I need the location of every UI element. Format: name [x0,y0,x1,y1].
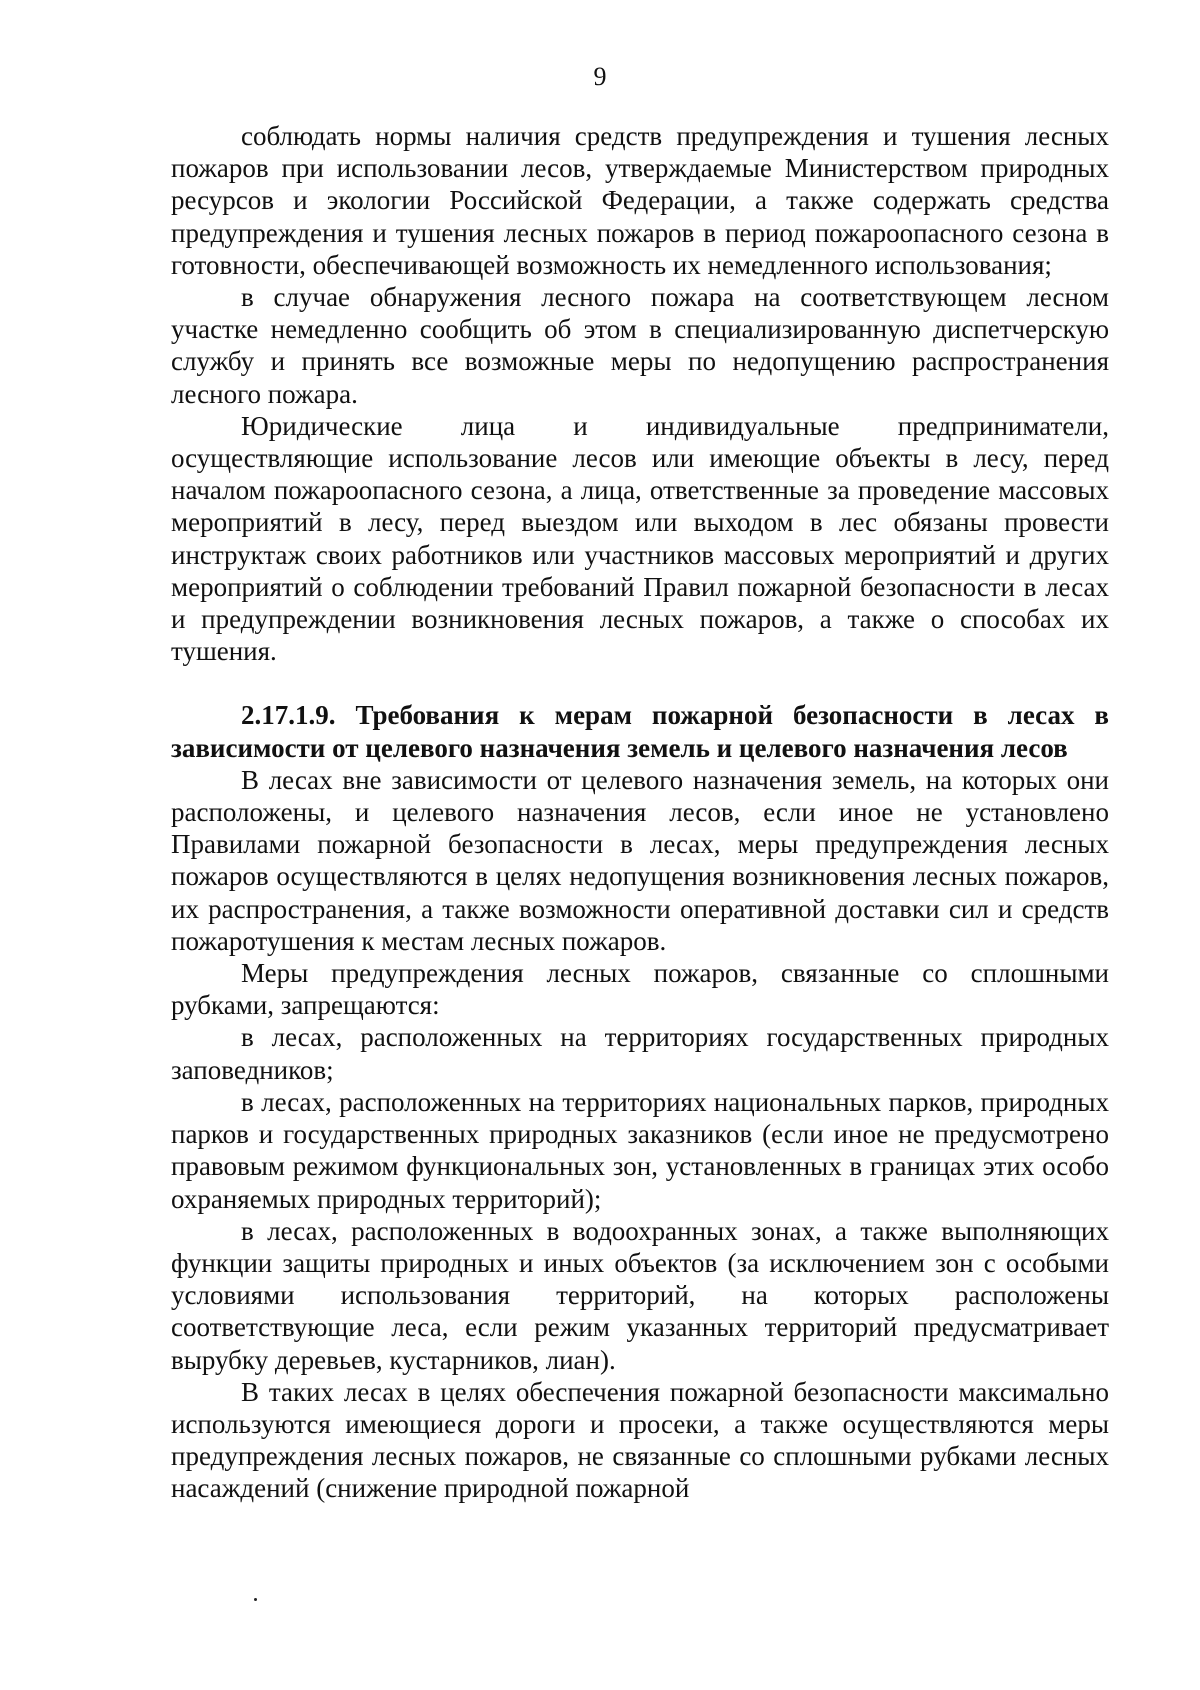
paragraph: В таких лесах в целях обеспечения пожарной безопасности максимально используются имеющиеся дороги и просеки, а также осуществляются меры предупреждения лесных пожаров, не связанные со сплошными рубками лесных насаждений (снижение природной пожарной [171,1376,1109,1504]
document-body [171,120,1109,1505]
paragraph: в лесах, расположенных на территориях государственных природных заповедников; [171,1022,1109,1085]
paragraph: Меры предупреждения лесных пожаров, связанные со сплошными рубками, запрещаются: [171,958,1109,1021]
paragraph: в случае обнаружения лесного пожара на соответствующем лесном участке немедленно сообщить об этом в специализированную диспетчерскую службу и принять все возможные меры по недопущению распространения лесного пожара. [171,282,1109,409]
paragraph: В лесах вне зависимости от целевого назначения земель, на которых они расположены, и целевого назначения лесов, если иное не установлено Правилами пожарной безопасности в лесах, меры предупреждения лесных пожаров осуществляются в целях недопущения возникновения лесных пожаров, их распространения, а также возможности оперативной доставки сил и средств пожаротушения к местам лесных пожаров. [171,764,1109,956]
paragraph: в лесах, расположенных на территориях национальных парков, природных парков и государственных природных заказников (если иное не предусмотрено правовым режимом функциональных зон, установленных в границах этих особо охраняемых природных территорий); [171,1086,1109,1214]
paragraph: соблюдать нормы наличия средств предупреждения и тушения лесных пожаров при использовании лесов, утверждаемые Министерством природных ресурсов и экологии Российской Федерации, а также содержать средства предупреждения и тушения лесных пожаров в период пожароопасного сезона в готовности, обеспечивающей возможность их немедленного использования; [171,121,1109,280]
section-heading: 2.17.1.9. Требования к мерам пожарной безопасности в лесах в зависимости от целевого назначения земель и целевого назначения лесов [171,700,1109,763]
page-number: 9 [593,62,607,91]
paragraph: в лесах, расположенных в водоохранных зонах, а также выполняющих функции защиты природных и иных объектов (за исключением зон с особыми условиями использования территорий, на которых расположены соответствующие леса, если режим указанных территорий предусматривает вырубку деревьев, кустарников, лиан). [171,1215,1109,1375]
paragraph: Юридические лица и индивидуальные предприниматели, осуществляющие использование лесов или имеющие объекты в лесу, перед началом пожароопасного сезона, а лица, ответственные за проведение массовых мероприятий в лесу, перед выездом или выходом в лес обязаны провести инструктаж своих работников или участников массовых мероприятий и других мероприятий о соблюдении требований Правил пожарной безопасности в лесах и предупреждении возникновения лесных пожаров, а также о способах их тушения. [171,410,1109,667]
scan-speck [254,1598,257,1601]
